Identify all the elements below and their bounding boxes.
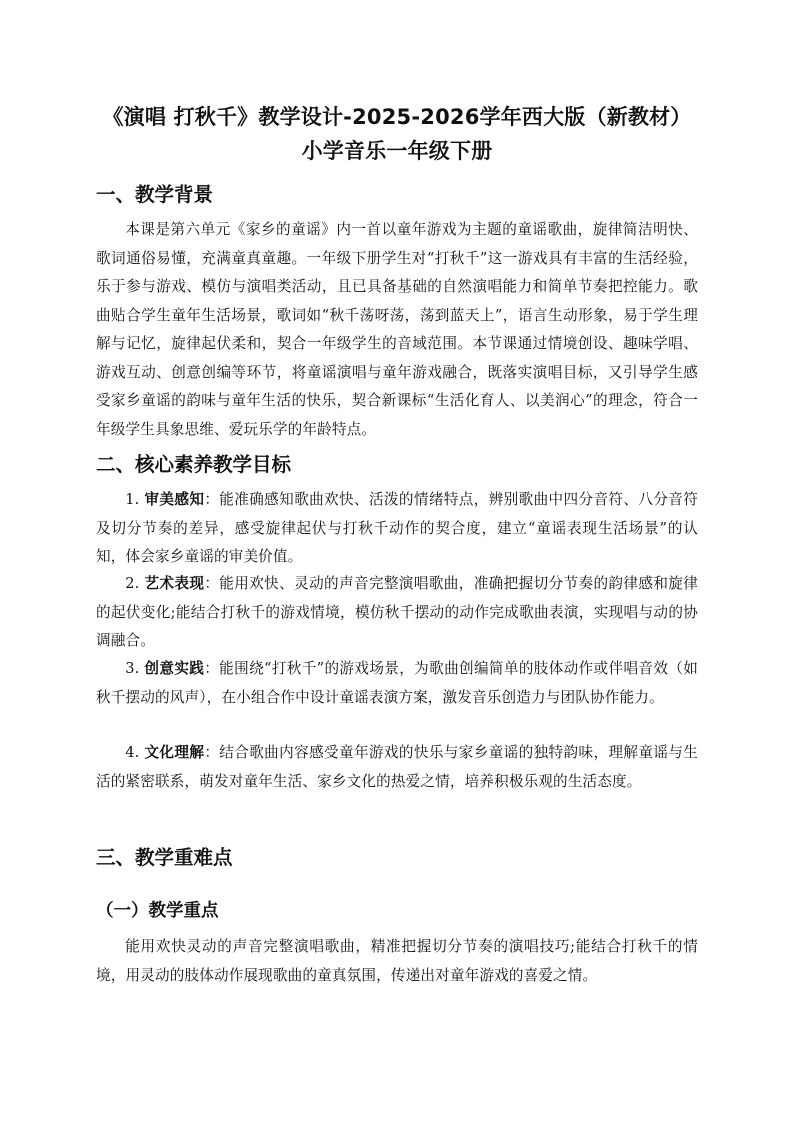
objective-text: ：能准确感知歌曲欢快、活泼的情绪特点，辨别歌曲中四分音符、八分音符及切分节奏的差异，感受旋律起伏与打秋千动作的契合度，建立“童谣表现生活场景”的认知，体会家乡童谣的审美价值。 (96, 491, 698, 565)
teaching-focus-paragraph: 能用欢快灵动的声音完整演唱歌曲，精准把握切分节奏的演唱技巧;能结合打秋千的情境，用灵动的肢体动作展现歌曲的童真氛围，传递出对童年游戏的喜爱之情。 (96, 938, 698, 984)
objective-number: 2. (125, 575, 140, 592)
objective-label: 审美感知 (144, 491, 205, 508)
objective-label: 文化理解 (144, 744, 205, 761)
section-heading-objectives: 二、核心素养教学目标 (96, 453, 292, 476)
objective-item-3 (96, 655, 698, 712)
objective-text: ：结合歌曲内容感受童年游戏的快乐与家乡童谣的独特韵味，理解童谣与生活的紧密联系，萌发对童年生活、家乡文化的热爱之情，培养积极乐观的生活态度。 (96, 744, 698, 790)
section-heading-key-points: 三、教学重难点 (96, 846, 233, 869)
objective-item-2 (96, 570, 698, 656)
subsection-heading-teaching-focus: （一）教学重点 (96, 901, 219, 921)
document-title: 《演唱 打秋千》教学设计-2025-2026学年西大版（新教材）小学音乐一年级下册 (102, 105, 692, 163)
objective-text: ：能围绕“打秋千”的游戏场景，为歌曲创编简单的肢体动作或伴唱音效（如秋千摆动的风声），在小组合作中设计童谣表演方案，激发音乐创造力与团队协作能力。 (96, 660, 698, 706)
objective-text: ：能用欢快、灵动的声音完整演唱歌曲，准确把握切分节奏的韵律感和旋律的起伏变化;能结合打秋千的游戏情境，模仿秋千摆动的动作完成歌曲表演，实现唱与动的协调融合。 (96, 575, 698, 649)
objective-number: 1. (125, 491, 140, 508)
section-heading-background: 一、教学背景 (96, 183, 214, 206)
objective-item-4 (96, 739, 698, 796)
objective-number: 4. (125, 744, 140, 761)
objective-label: 艺术表现 (144, 575, 205, 592)
objective-label: 创意实践 (144, 660, 205, 677)
background-paragraph: 本课是第六单元《家乡的童谣》内一首以童年游戏为主题的童谣歌曲，旋律简洁明快、歌词通俗易懂，充满童真童趣。一年级下册学生对“打秋千”这一游戏具有丰富的生活经验，乐于参与游戏、模仿与演唱类活动，且已具备基础的自然演唱能力和简单节奏把控能力。歌曲贴合学生童年生活场景，歌词如“秋千荡呀荡，荡到蓝天上”，语言生动形象，易于学生理解与记忆，旋律起伏柔和，契合一年级学生的音域范围。本节课通过情境创设、趣味学唱、游戏互动、创意创编等环节，将童谣演唱与童年游戏融合，既落实演唱目标，又引导学生感受家乡童谣的韵味与童年生活的快乐，契合新课标“生活化育人、以美润心”的理念，符合一年级学生具象思维、爱玩乐学的年龄特点。 (96, 221, 698, 438)
objective-number: 3. (125, 660, 140, 677)
objective-item-1 (96, 486, 698, 572)
